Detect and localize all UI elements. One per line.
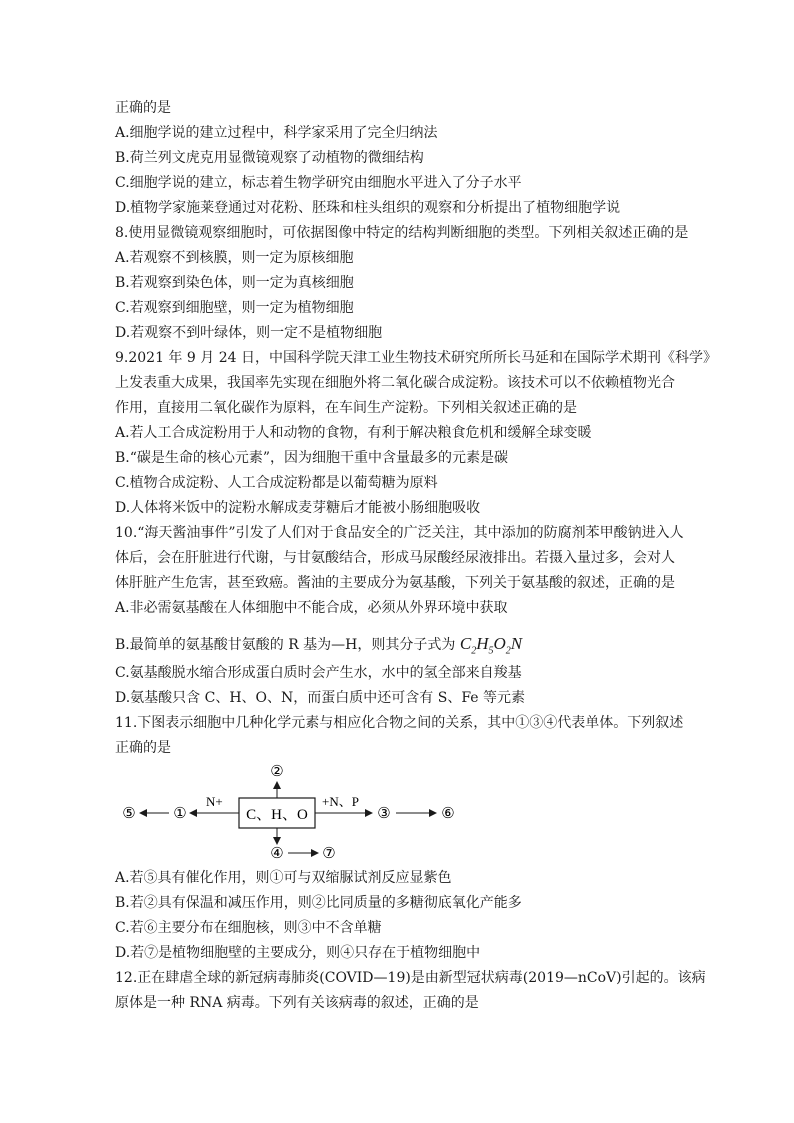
q10-option-a: A.非必需氨基酸在人体细胞中不能合成，必须从外界环境中获取 bbox=[115, 600, 508, 616]
element-compound-diagram bbox=[110, 760, 470, 865]
question-7-stem-end: 正确的是 bbox=[115, 100, 171, 116]
node-2: ② bbox=[270, 764, 284, 780]
q7-option-a: A.细胞学说的建立过程中，科学家采用了完全归纳法 bbox=[115, 125, 438, 141]
question-12-stem-line-2: 原体是一种 RNA 病毒。下列有关该病毒的叙述，正确的是 bbox=[115, 995, 479, 1011]
question-11-stem-line-2: 正确的是 bbox=[115, 740, 171, 756]
node-3: ③ bbox=[377, 806, 391, 822]
q7-option-c: C.细胞学说的建立，标志着生物学研究由细胞水平进入了分子水平 bbox=[115, 175, 522, 191]
question-12-stem-line-1: 12.正在肆虐全球的新冠病毒肺炎(COVID—19)是由新型冠状病毒(2019—nCoV)引起的。该病 bbox=[115, 970, 706, 986]
q11-option-c: C.若⑥主要分布在细胞核，则③中不含单糖 bbox=[115, 920, 382, 936]
q8-option-c: C.若观察到细胞壁，则一定为植物细胞 bbox=[115, 300, 354, 316]
q9-option-a: A.若人工合成淀粉用于人和动物的食物，有利于解决粮食危机和缓解全球变暖 bbox=[115, 425, 592, 441]
formula-h: H bbox=[476, 634, 489, 653]
question-10-stem-line-3: 体肝脏产生危害，甚至致癌。酱油的主要成分为氨基酸，下列关于氨基酸的叙述，正确的是 bbox=[115, 575, 675, 591]
left-label: N+ bbox=[206, 794, 223, 809]
node-5: ⑤ bbox=[122, 806, 136, 822]
q10-option-b bbox=[115, 634, 522, 661]
formula-c-count: 2 bbox=[471, 645, 477, 657]
formula-n: N bbox=[510, 634, 523, 653]
q11-option-d: D.若⑦是植物细胞壁的主要成分，则④只存在于植物细胞中 bbox=[115, 945, 481, 961]
node-6: ⑥ bbox=[441, 806, 455, 822]
formula-o-count: 2 bbox=[505, 645, 511, 657]
formula-c: C bbox=[459, 634, 472, 653]
q11-option-b: B.若②具有保温和减压作用，则②比同质量的多糖彻底氧化产能多 bbox=[115, 895, 522, 911]
right-label: +N、P bbox=[322, 794, 359, 809]
question-8-stem: 8.使用显微镜观察细胞时，可依据图像中特定的结构判断细胞的类型。下列相关叙述正确的是 bbox=[115, 225, 689, 241]
question-11-stem-line-1: 11.下图表示细胞中几种化学元素与相应化合物之间的关系，其中①③④代表单体。下列叙述 bbox=[115, 715, 684, 731]
q7-option-d: D.植物学家施莱登通过对花粉、胚珠和柱头组织的观察和分析提出了植物细胞学说 bbox=[115, 200, 621, 216]
glycine-formula bbox=[459, 634, 523, 657]
node-4: ④ bbox=[270, 846, 284, 862]
q9-option-d: D.人体将米饭中的淀粉水解成麦芽糖后才能被小肠细胞吸收 bbox=[115, 500, 481, 516]
q9-option-c: C.植物合成淀粉、人工合成淀粉都是以葡萄糖为原料 bbox=[115, 475, 438, 491]
center-box-label: C、H、O bbox=[246, 807, 308, 823]
q11-option-a: A.若⑤具有催化作用，则①可与双缩脲试剂反应显紫色 bbox=[115, 870, 452, 886]
formula-o: O bbox=[493, 634, 506, 653]
question-10-stem-line-2: 体后，会在肝脏进行代谢，与甘氨酸结合，形成马尿酸经尿液排出。若摄入量过多，会对人 bbox=[115, 550, 675, 566]
question-9-stem-line-3: 作用，直接用二氧化碳作为原料，在车间生产淀粉。下列相关叙述正确的是 bbox=[115, 400, 577, 416]
q8-option-a: A.若观察不到核膜，则一定为原核细胞 bbox=[115, 250, 354, 266]
q10-option-b-text: B.最简单的氨基酸甘氨酸的 R 基为—H，则其分子式为 bbox=[115, 637, 456, 653]
question-10-stem-line-1: 10.“海天酱油事件”引发了人们对于食品安全的广泛关注，其中添加的防腐剂苯甲酸钠进入人 bbox=[115, 525, 684, 541]
q8-option-b: B.若观察到染色体，则一定为真核细胞 bbox=[115, 275, 354, 291]
q8-option-d: D.若观察不到叶绿体，则一定不是植物细胞 bbox=[115, 325, 383, 341]
node-7: ⑦ bbox=[322, 846, 336, 862]
question-9-stem-line-1: 9.2021 年 9 月 24 日，中国科学院天津工业生物技术研究所所长马延和在国际学术期刊《科学》 bbox=[115, 350, 717, 366]
q10-option-d: D.氨基酸只含 C、H、O、N，而蛋白质中还可含有 S、Fe 等元素 bbox=[115, 690, 525, 706]
question-9-stem-line-2: 上发表重大成果，我国率先实现在细胞外将二氧化碳合成淀粉。该技术可以不依赖植物光合 bbox=[115, 375, 675, 391]
node-1: ① bbox=[173, 806, 187, 822]
q10-option-c: C.氨基酸脱水缩合形成蛋白质时会产生水，水中的氢全部来自羧基 bbox=[115, 665, 522, 681]
q9-option-b: B.“碳是生命的核心元素”，因为细胞干重中含量最多的元素是碳 bbox=[115, 450, 509, 466]
formula-h-count: 5 bbox=[488, 645, 494, 657]
q7-option-b: B.荷兰列文虎克用显微镜观察了动植物的微细结构 bbox=[115, 150, 424, 166]
